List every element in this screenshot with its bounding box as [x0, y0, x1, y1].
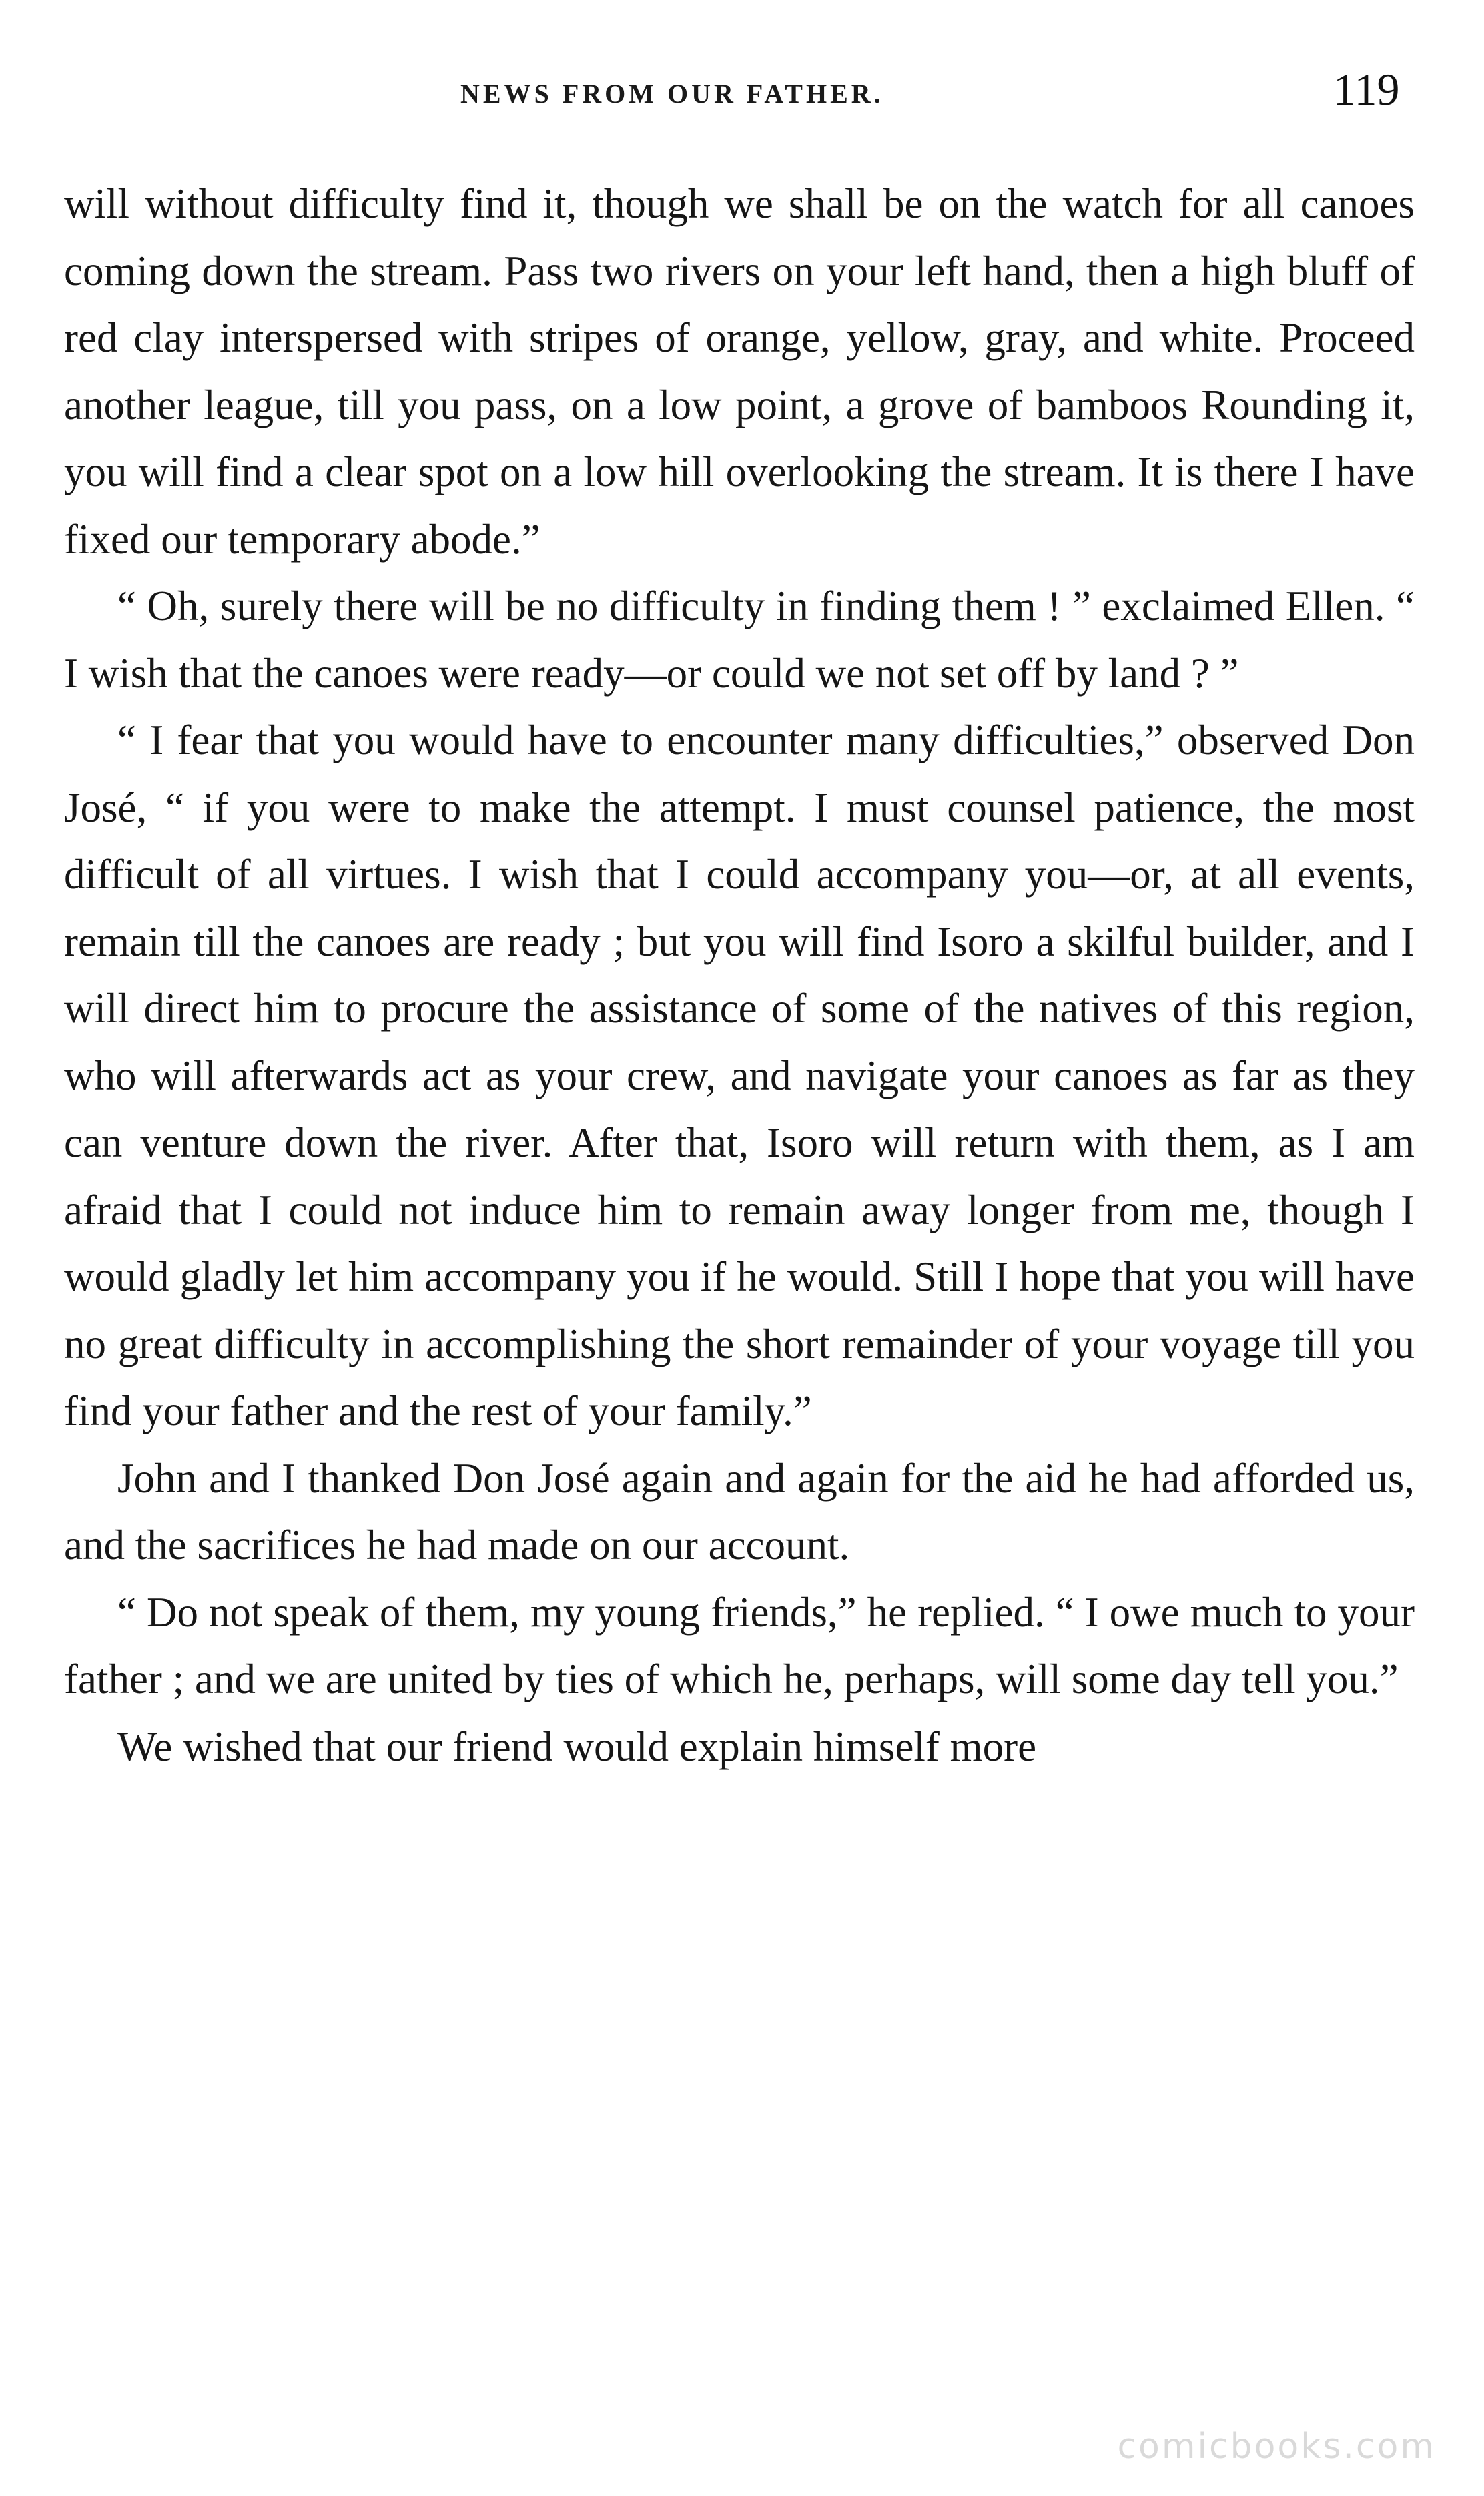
- body-text: [64, 170, 1415, 1780]
- paragraph-6: We wished that our friend would explain himself more: [117, 1723, 1037, 1770]
- running-head: [0, 63, 1484, 117]
- paragraph-5: “ Do not speak of them, my young friends,” he replied. “ I owe much to your father ; and we are united by ties of which he, perhaps, will some day tell you.”: [64, 1588, 1415, 1702]
- running-title: NEWS FROM OUR FATHER.: [460, 79, 884, 109]
- paragraph-3: “ I fear that you would have to encounter many difficulties,” observed Don José, “ if you were to make the attempt. I must counsel patience, the most difficult of all virtues. I wish that I could accompany you—or, at all events, remain till the canoes are ready ; but you will find Isoro a skilful builder, and I will direct him to procure the assistance of some of the natives of this region, who will afterwards act as your crew, and navigate your canoes as far as they can venture down the river. After that, Isoro will return with them, as I am afraid that I could not induce him to remain away longer from me, though I would gladly let him accompany you if he would. Still I hope that you will have no great difficulty in accomplishing the short remainder of your voyage till you find your father and the rest of your family.”: [64, 717, 1415, 1434]
- paragraph-1: will without difficulty find it, though we shall be on the watch for all canoes coming down the stream. Pass two rivers on your left hand, then a high bluff of red clay interspersed with stripes of orange, yellow, gray, and white. Proceed another league, till you pass, on a low point, a grove of bamboos Rounding it, you will find a clear spot on a low hill overlooking the stream. It is there I have fixed our temporary abode.”: [64, 180, 1415, 563]
- paragraph-2: “ Oh, surely there will be no difficulty in finding them ! ” exclaimed Ellen. “ I wish that the canoes were ready—or could we not set off by land ? ”: [64, 583, 1415, 697]
- page-number: 119: [1333, 64, 1400, 115]
- site-watermark: comicbooks.com: [1117, 2427, 1436, 2467]
- paragraph-4: John and I thanked Don José again and again for the aid he had afforded us, and the sacrifices he had made on our account.: [64, 1454, 1415, 1568]
